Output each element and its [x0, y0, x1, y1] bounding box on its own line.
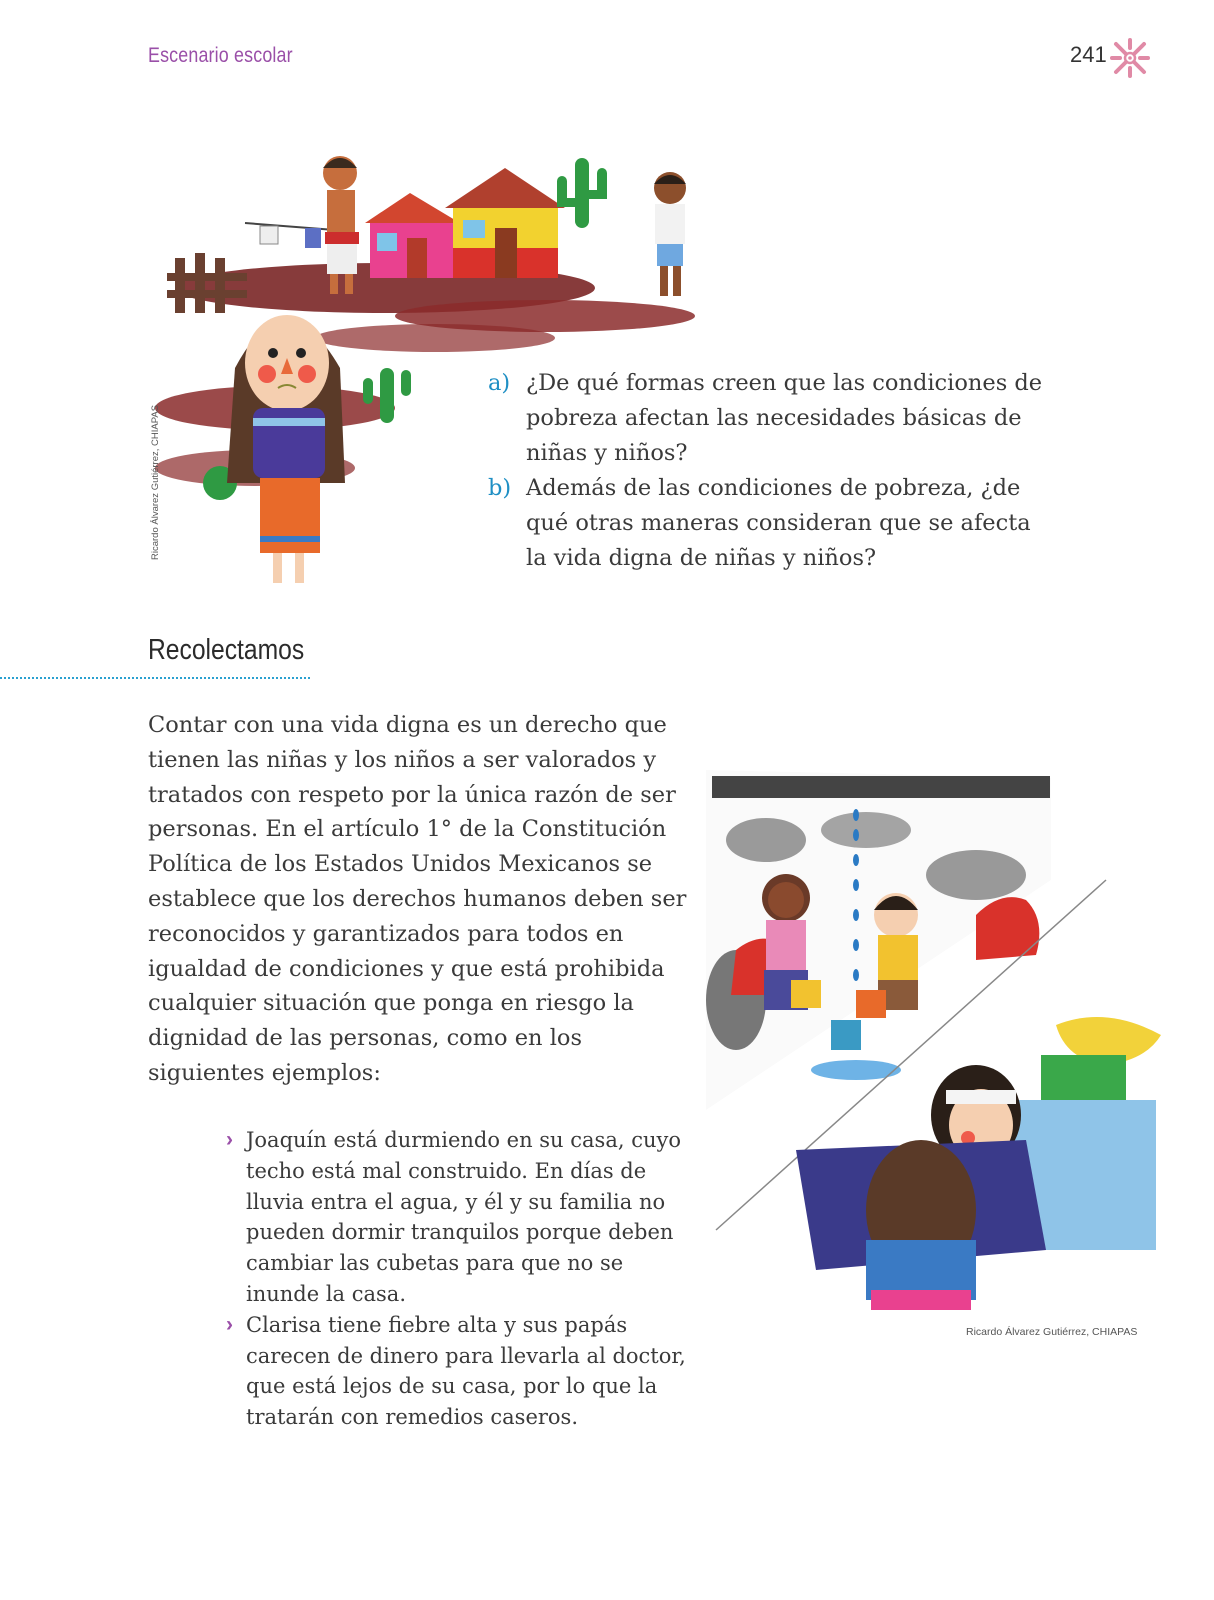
bullet-text: Clarisa tiene fiebre alta y sus papás carecen de dinero para llevarla al doctor, que está lejos de su casa, por lo que la tratarán con remedios caseros. [246, 1312, 686, 1430]
illustration-credit: Ricardo Álvarez Gutiérrez, CHIAPAS [150, 404, 161, 560]
list-item [226, 1125, 696, 1310]
question-item [488, 366, 1058, 471]
bullet-marker: › [226, 1128, 233, 1151]
question-text: ¿De qué formas creen que las condiciones de pobreza afectan las necesidades básicas de niñas y niños? [526, 370, 1043, 466]
bullet-text: Joaquín está durmiendo en su casa, cuyo techo está mal construido. En días de lluvia entra el agua, y él y su familia no pueden dormir tranquilos porque deben cambiar las cubetas para que no se inunde la casa. [246, 1128, 681, 1306]
question-marker: a) [488, 370, 511, 396]
bullet-marker: › [226, 1312, 233, 1336]
illustration-credit: Ricardo Álvarez Gutiérrez, CHIAPAS [966, 1326, 1138, 1338]
example-list [226, 1125, 696, 1433]
running-header: Escenario escolar [148, 44, 293, 67]
question-text: Además de las condiciones de pobreza, ¿de qué otras maneras consideran que se afecta la vida digna de niñas y niños? [526, 475, 1031, 571]
pink-cross-ornament-icon [1110, 38, 1150, 78]
question-marker: b) [488, 475, 512, 501]
list-item [226, 1310, 696, 1433]
page-number: 241 [1070, 42, 1107, 67]
section-heading: Recolectamos [148, 634, 305, 666]
question-list [488, 366, 1058, 576]
question-item [488, 471, 1058, 576]
body-paragraph: Contar con una vida digna es un derecho que tienen las niñas y los niños a ser valorados y tratados con respeto por la única razón de ser personas. En el artículo 1° de la Constitución Política de los Estados Unidos Mexicanos se establece que los derechos humanos deben ser reconocidos y garantizados para todos en igualdad de condiciones y que está prohibida cualquier situación que ponga en riesgo la dignidad de las personas, como en los siguientes ejemplos: [148, 712, 687, 1086]
section-divider [0, 677, 310, 679]
leaking-roof-sick-child-illustration [706, 770, 1166, 1310]
